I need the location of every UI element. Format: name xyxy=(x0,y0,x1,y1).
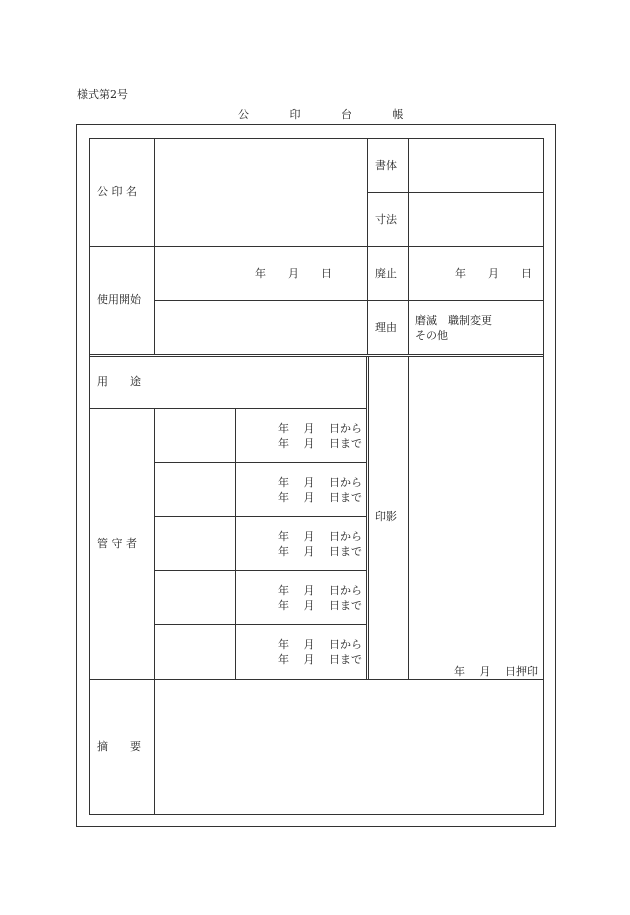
grid-line xyxy=(154,570,367,571)
grid-line xyxy=(368,356,369,680)
grid-line xyxy=(89,138,90,815)
title-char: 台 xyxy=(341,108,352,121)
period-from: 年 月 日から xyxy=(278,638,362,651)
grid-line xyxy=(89,246,544,247)
grid-line xyxy=(89,138,544,139)
title-char: 公 xyxy=(238,108,249,121)
grid-line xyxy=(154,300,544,301)
period-from: 年 月 日から xyxy=(278,530,362,543)
grid-line xyxy=(154,679,155,815)
period-until: 年 月 日まで xyxy=(278,437,362,450)
purpose-label: 用 途 xyxy=(97,375,141,388)
period-from: 年 月 日から xyxy=(278,584,362,597)
reason-option-line2: その他 xyxy=(415,329,448,342)
grid-line xyxy=(154,408,155,680)
grid-line xyxy=(408,356,409,680)
period-from: 年 月 日から xyxy=(278,476,362,489)
period-from: 年 月 日から xyxy=(278,422,362,435)
custodian-label: 管 守 者 xyxy=(97,537,137,550)
grid-line xyxy=(89,356,544,357)
title-char: 印 xyxy=(289,108,301,121)
period-until: 年 月 日まで xyxy=(278,491,362,504)
grid-line xyxy=(235,408,236,680)
grid-line xyxy=(154,462,367,463)
abolition-label: 廃止 xyxy=(375,267,397,280)
grid-line xyxy=(154,516,367,517)
form-number: 様式第2号 xyxy=(77,88,128,101)
grid-line xyxy=(367,192,544,193)
summary-label: 摘 要 xyxy=(97,740,141,753)
grid-line xyxy=(89,814,544,815)
font-label: 書体 xyxy=(375,159,397,172)
grid-line xyxy=(543,138,544,815)
page-title xyxy=(238,106,441,122)
grid-line xyxy=(89,354,544,355)
start-use-label: 使用開始 xyxy=(97,293,141,306)
grid-line xyxy=(89,408,367,409)
reason-label: 理由 xyxy=(375,321,397,334)
period-until: 年 月 日まで xyxy=(278,653,362,666)
seal-name-label: 公 印 名 xyxy=(97,185,137,198)
reason-option-line1: 磨滅 職制変更 xyxy=(415,314,492,327)
abolition-date: 年 月 日 xyxy=(455,267,532,280)
grid-line xyxy=(89,679,544,680)
impression-label: 印影 xyxy=(375,510,397,523)
size-label: 寸法 xyxy=(375,213,397,226)
grid-line xyxy=(154,624,367,625)
impression-date: 年 月 日押印 xyxy=(454,665,538,678)
grid-line xyxy=(366,356,367,680)
start-date: 年 月 日 xyxy=(255,267,332,280)
period-until: 年 月 日まで xyxy=(278,545,362,558)
period-until: 年 月 日まで xyxy=(278,599,362,612)
title-char: 帳 xyxy=(392,108,404,121)
